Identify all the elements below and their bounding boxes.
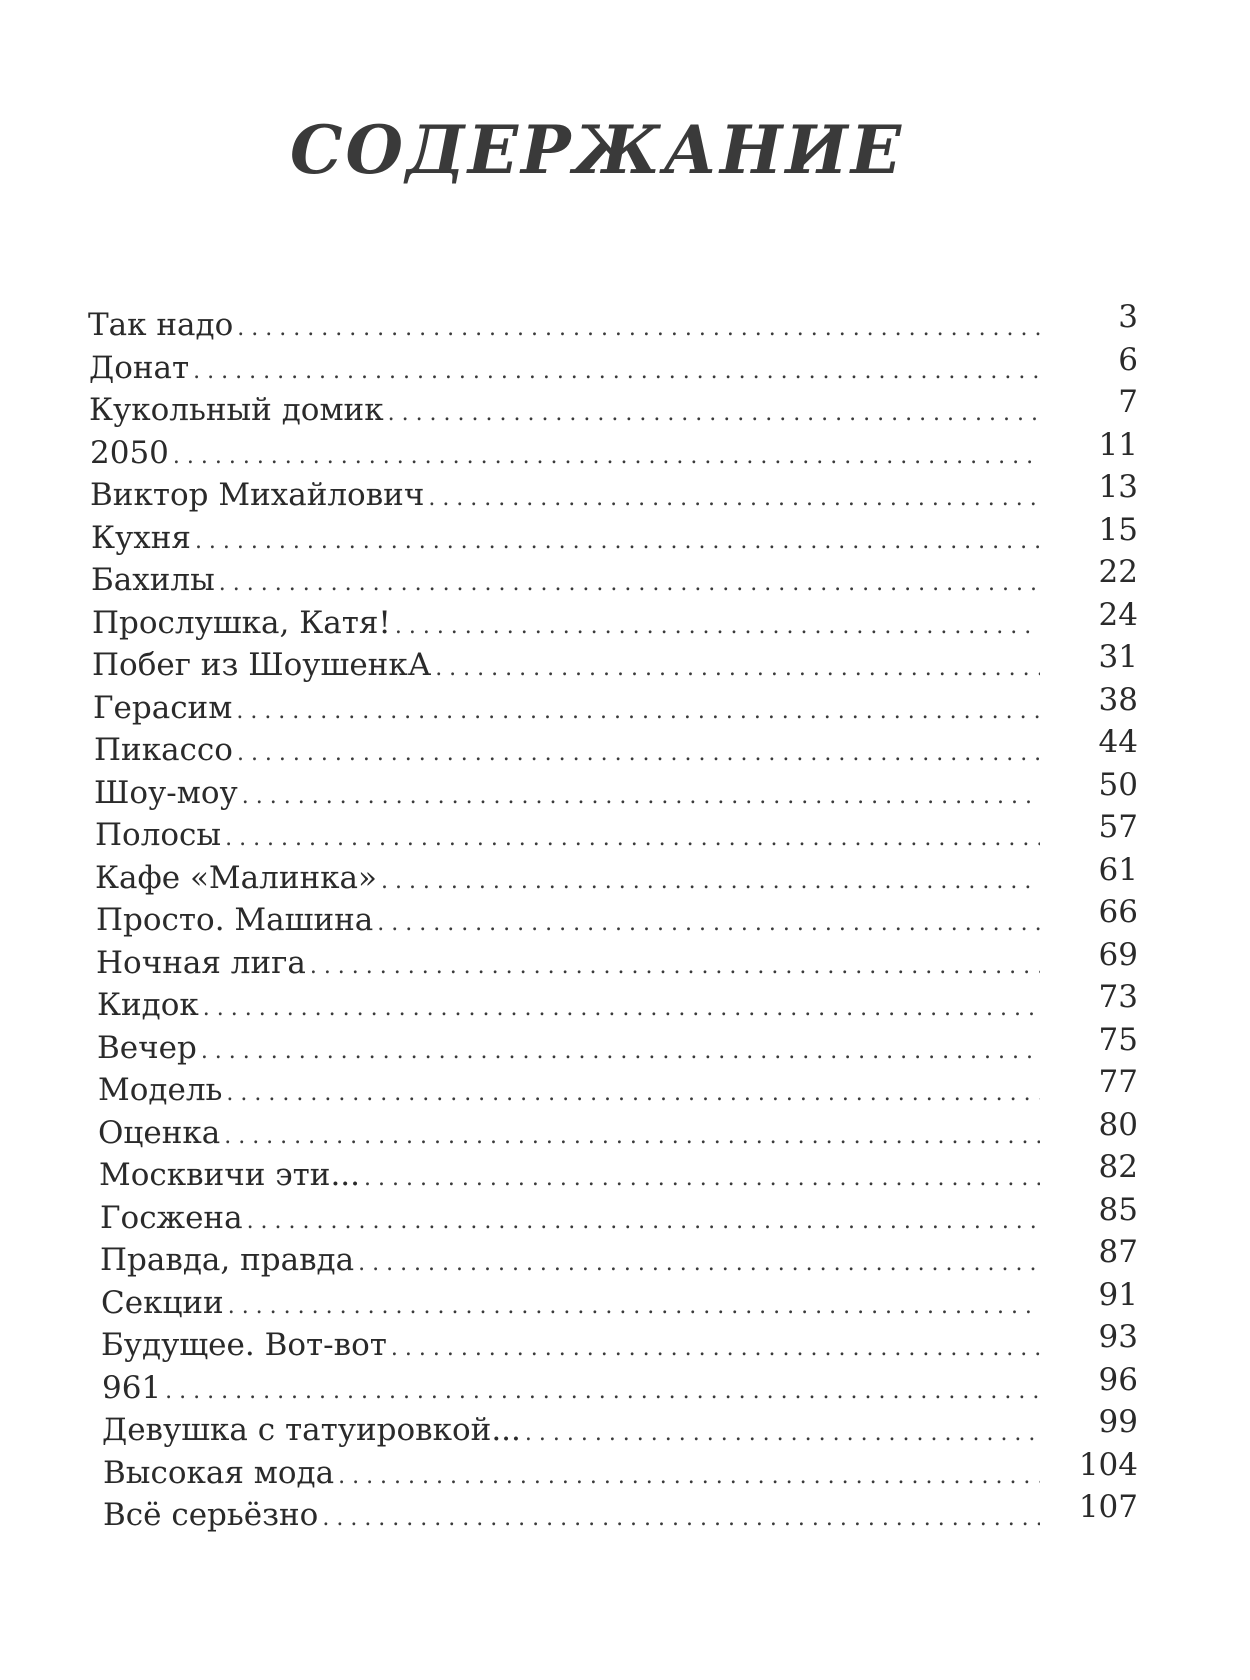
dot-leader bbox=[165, 1371, 1040, 1414]
toc-entry[interactable] bbox=[88, 1064, 1138, 1112]
toc-page-number: 24 bbox=[1098, 596, 1138, 633]
toc-page-number: 7 bbox=[1118, 384, 1138, 420]
dot-leader bbox=[193, 351, 1040, 394]
dot-leader bbox=[377, 903, 1040, 946]
toc-page-number: 44 bbox=[1098, 724, 1138, 760]
toc-page-number: 80 bbox=[1098, 1106, 1138, 1143]
dot-leader bbox=[236, 691, 1040, 734]
toc-page-number: 82 bbox=[1098, 1149, 1138, 1185]
toc-entry[interactable] bbox=[88, 936, 1138, 985]
toc-page-number: 85 bbox=[1098, 1191, 1138, 1228]
dot-leader bbox=[428, 478, 1040, 521]
toc-page-number: 38 bbox=[1098, 681, 1138, 718]
toc-page-number: 96 bbox=[1098, 1361, 1138, 1398]
dot-leader bbox=[226, 1073, 1040, 1116]
dot-leader bbox=[388, 393, 1040, 436]
dot-leader bbox=[338, 1456, 1040, 1499]
dot-leader bbox=[247, 1201, 1040, 1244]
toc-entry-title: Донат bbox=[89, 349, 190, 386]
toc-entry[interactable] bbox=[88, 766, 1138, 815]
toc-page-number: 31 bbox=[1098, 639, 1138, 675]
toc-page-number: 75 bbox=[1098, 1021, 1138, 1058]
dot-leader bbox=[195, 521, 1040, 564]
toc-entry-title: Побег из ШоушенкА bbox=[92, 647, 432, 683]
toc-page-number: 104 bbox=[1078, 1446, 1138, 1483]
toc-entry[interactable] bbox=[88, 469, 1138, 517]
dot-leader bbox=[224, 1116, 1040, 1159]
dot-leader bbox=[242, 776, 1040, 819]
toc-entry[interactable] bbox=[88, 1489, 1138, 1537]
toc-entry[interactable] bbox=[88, 1404, 1138, 1452]
toc-entry-title: Ночная лига bbox=[96, 944, 306, 981]
toc-entry[interactable] bbox=[88, 1149, 1138, 1197]
toc-entry[interactable] bbox=[88, 341, 1138, 390]
toc-entry[interactable] bbox=[88, 384, 1138, 432]
toc-entry-title: Просто. Машина bbox=[96, 902, 374, 938]
toc-entry[interactable] bbox=[88, 426, 1138, 475]
toc-entry[interactable] bbox=[88, 554, 1138, 602]
toc-entry-title: Девушка с татуировкой... bbox=[102, 1412, 521, 1448]
toc-entry-title: Шоу-моу bbox=[94, 774, 238, 811]
toc-page-number: 22 bbox=[1098, 554, 1138, 590]
toc-entry-title: Виктор Михайлович bbox=[90, 477, 425, 513]
toc-entry-title: Кухня bbox=[91, 519, 191, 556]
dot-leader bbox=[322, 1498, 1040, 1541]
page-title: СОДЕРЖАНИЕ bbox=[289, 111, 904, 190]
toc-entry-title: Высокая мода bbox=[103, 1454, 335, 1491]
toc-entry[interactable] bbox=[88, 596, 1138, 645]
toc-entry[interactable] bbox=[88, 1021, 1138, 1070]
dot-leader bbox=[237, 308, 1040, 351]
toc-entry[interactable] bbox=[88, 1446, 1138, 1495]
toc-entry[interactable] bbox=[88, 639, 1138, 687]
toc-entry[interactable] bbox=[88, 511, 1138, 560]
toc-page-number: 107 bbox=[1078, 1489, 1138, 1525]
toc-page-number: 91 bbox=[1098, 1276, 1138, 1313]
toc-entry[interactable] bbox=[88, 1276, 1138, 1325]
toc-page-number: 57 bbox=[1098, 809, 1138, 845]
toc-entry-title: Будущее. Вот-вот bbox=[101, 1327, 387, 1363]
dot-leader bbox=[364, 1158, 1040, 1201]
dot-leader bbox=[391, 1328, 1040, 1371]
toc-entry-title: Модель bbox=[98, 1072, 223, 1108]
toc-entry[interactable] bbox=[88, 1234, 1138, 1282]
dot-leader bbox=[225, 818, 1040, 861]
toc-page-number: 87 bbox=[1098, 1234, 1138, 1270]
toc-entry[interactable] bbox=[88, 299, 1138, 347]
toc-entry[interactable] bbox=[88, 809, 1138, 857]
toc-page-number: 6 bbox=[1118, 341, 1138, 378]
toc-entry-title: Так надо bbox=[88, 307, 234, 343]
dot-leader bbox=[381, 861, 1040, 904]
toc-entry-title: Всё серьёзно bbox=[103, 1497, 319, 1533]
dot-leader bbox=[310, 946, 1040, 989]
toc-entry-title: Пикассо bbox=[94, 732, 233, 768]
toc-entry-title: Правда, правда bbox=[100, 1242, 355, 1278]
toc-entry-title: Герасим bbox=[93, 689, 233, 726]
dot-leader bbox=[358, 1243, 1040, 1286]
toc-entry-title: Госжена bbox=[100, 1199, 243, 1236]
dot-leader bbox=[395, 606, 1040, 649]
toc-entry[interactable] bbox=[88, 1361, 1138, 1410]
table-of-contents bbox=[88, 299, 1138, 1537]
toc-entry-title: Прослушка, Катя! bbox=[92, 604, 391, 641]
toc-page-number: 13 bbox=[1098, 469, 1138, 505]
toc-entry-title: 2050 bbox=[90, 434, 169, 471]
toc-entry-title: Москвичи эти... bbox=[99, 1157, 361, 1193]
dot-leader bbox=[173, 436, 1040, 479]
dot-leader bbox=[435, 648, 1040, 691]
toc-page-number: 15 bbox=[1098, 511, 1138, 548]
toc-entry-title: Оценка bbox=[98, 1114, 221, 1151]
toc-entry[interactable] bbox=[88, 1191, 1138, 1240]
toc-page-number: 66 bbox=[1098, 894, 1138, 930]
toc-entry-title: Кидок bbox=[97, 987, 199, 1023]
toc-entry-title: Вечер bbox=[97, 1029, 197, 1066]
dot-leader bbox=[228, 1286, 1040, 1329]
dot-leader bbox=[201, 1031, 1040, 1074]
toc-entry[interactable] bbox=[88, 724, 1138, 772]
dot-leader bbox=[237, 733, 1040, 776]
dot-leader bbox=[525, 1413, 1040, 1456]
toc-page-number: 50 bbox=[1098, 766, 1138, 803]
toc-entry[interactable] bbox=[88, 681, 1138, 730]
toc-page-number: 73 bbox=[1098, 979, 1138, 1015]
toc-entry-title: Бахилы bbox=[91, 562, 215, 598]
toc-page-number: 77 bbox=[1098, 1064, 1138, 1100]
toc-page-number: 99 bbox=[1098, 1404, 1138, 1440]
toc-entry[interactable] bbox=[88, 894, 1138, 942]
toc-entry-title: Кафе «Малинка» bbox=[95, 859, 377, 896]
toc-entry-title: Секции bbox=[101, 1284, 224, 1321]
toc-entry[interactable] bbox=[88, 1106, 1138, 1155]
toc-entry[interactable] bbox=[88, 851, 1138, 900]
toc-entry-title: 961 bbox=[102, 1369, 162, 1406]
dot-leader bbox=[219, 563, 1040, 606]
toc-entry[interactable] bbox=[88, 979, 1138, 1027]
toc-page-number: 11 bbox=[1098, 426, 1138, 463]
toc-entry[interactable] bbox=[88, 1319, 1138, 1367]
toc-page-number: 69 bbox=[1098, 936, 1138, 973]
toc-entry-title: Полосы bbox=[95, 817, 222, 853]
toc-page-number: 61 bbox=[1098, 851, 1138, 888]
dot-leader bbox=[203, 988, 1040, 1031]
toc-page-number: 3 bbox=[1118, 299, 1138, 335]
toc-entry-title: Кукольный домик bbox=[89, 392, 384, 428]
toc-page-number: 93 bbox=[1098, 1319, 1138, 1355]
